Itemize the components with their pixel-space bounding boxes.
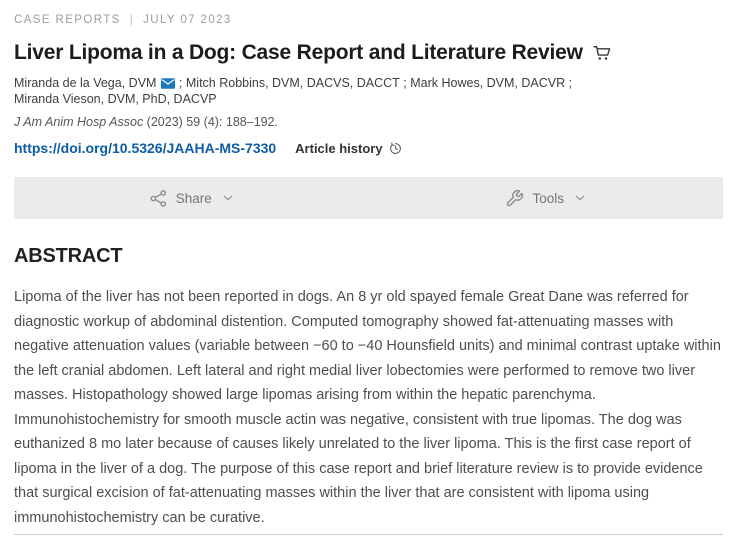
- doi-row: [14, 140, 723, 156]
- author-list: [14, 76, 723, 107]
- author-separator: ;: [175, 76, 186, 91]
- abstract-heading: ABSTRACT: [14, 245, 123, 268]
- breadcrumb: [14, 14, 723, 26]
- share-nodes-icon: [149, 189, 168, 208]
- share-tools-bar: [14, 177, 723, 219]
- chevron-down-icon: [222, 192, 234, 204]
- citation: [14, 115, 723, 129]
- cart-icon[interactable]: [592, 43, 612, 63]
- author-separator: ;: [565, 76, 576, 91]
- author-separator: ;: [399, 76, 411, 91]
- wrench-icon: [505, 189, 524, 208]
- journal-name: J Am Anim Hosp Assoc: [14, 115, 144, 130]
- abstract-text: Lipoma of the liver has not been reported in dogs. An 8 yr old spayed female Great Dane was referred for diagnostic workup of abdominal distention. Computed tomography showed fat-attenuating masses with negative attenuation values (variable between −60 to −40 Hounsfield units) and minimal contrast uptake within the left cranial abdomen. Left lateral and right medial liver lobectomies were performed to remove two liver masses. Histopathology showed large lipomas arising from within the hepatic parenchyma. Immunohistochemistry for smooth muscle actin was negative, consistent with true lipomas. The dog was euthanized 8 mo later because of causes likely unrelated to the liver lipoma. This is the first case report of lipoma in the liver of a dog. The purpose of this case report and brief literature review is to provide evidence that surgical excision of fat-attenuating masses within the liver that are consistent with lipoma using immunohistochemistry can be curative.: [14, 289, 721, 526]
- article-page: [0, 14, 737, 530]
- envelope-icon[interactable]: [161, 78, 175, 89]
- chevron-down-icon: [574, 192, 586, 204]
- article-history-toggle[interactable]: [295, 141, 401, 156]
- citation-details: (2023) 59 (4): 188–192.: [143, 115, 279, 130]
- tools-label: Tools: [532, 190, 564, 206]
- author-name[interactable]: Mark Howes, DVM, DACVR: [410, 76, 566, 91]
- eyebrow-separator: |: [129, 14, 135, 26]
- share-label: Share: [175, 190, 212, 206]
- article-history-label: Article history: [295, 140, 383, 156]
- tools-dropdown[interactable]: [369, 177, 724, 219]
- publish-date: JULY 07 2023: [143, 14, 232, 26]
- author-name[interactable]: Miranda de la Vega, DVM: [14, 76, 157, 91]
- section-divider: [14, 534, 723, 535]
- author-name[interactable]: Mitch Robbins, DVM, DACVS, DACCT: [185, 76, 400, 91]
- section-label[interactable]: CASE REPORTS: [14, 14, 121, 26]
- page-title: Liver Lipoma in a Dog: Case Report and Literature Review: [14, 41, 583, 64]
- share-dropdown[interactable]: [14, 177, 369, 219]
- author-name[interactable]: Miranda Vieson, DVM, PhD, DACVP: [14, 91, 217, 106]
- doi-link[interactable]: https://doi.org/10.5326/JAAHA-MS-7330: [14, 140, 277, 157]
- article-title-row: [14, 41, 723, 65]
- history-clock-icon: [389, 142, 402, 155]
